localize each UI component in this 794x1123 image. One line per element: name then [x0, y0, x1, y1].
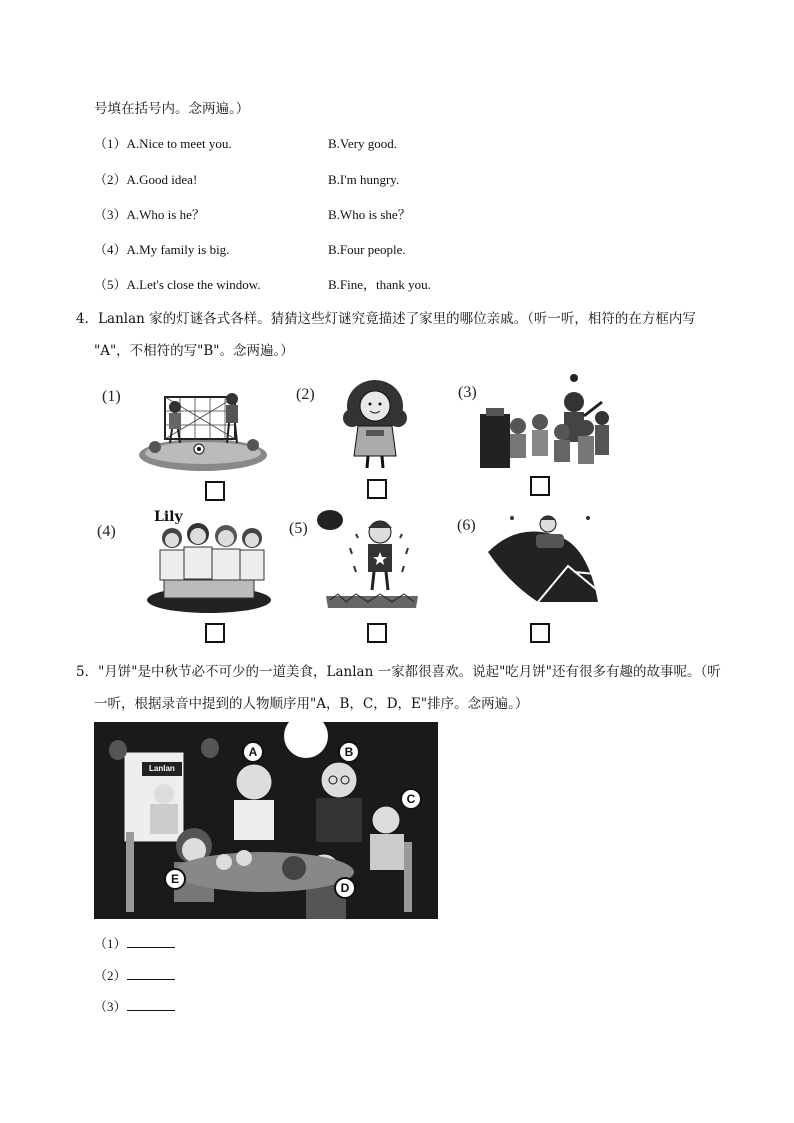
- kids-soccer-goal-icon: [135, 385, 270, 475]
- option-b: B.Very good.: [328, 136, 397, 151]
- section5-question: 5．"月饼"是中秋节必不可少的一道美食，Lanlan 一家都很喜欢。说起"吃月饼"还有很多有趣的故事呢。（听: [76, 664, 721, 680]
- picture-label-4: (4): [97, 523, 116, 540]
- option-number: （3）: [94, 207, 127, 222]
- answer-box-5[interactable]: [367, 623, 387, 643]
- section4-question-cont: "A"，不相符的写"B"。念两遍。）: [94, 343, 294, 359]
- option-b: B.Fine，thank you.: [328, 277, 431, 292]
- answer-line-3: [94, 996, 175, 1016]
- answer-box-4[interactable]: [205, 623, 225, 643]
- picture-label-3: (3): [458, 384, 477, 401]
- lanlan-sign: Lanlan: [149, 764, 175, 773]
- boy-hot-weather-icon: [316, 508, 428, 612]
- option-a: A.Let's close the window.: [126, 277, 261, 292]
- option-a: A.My family is big.: [126, 242, 230, 257]
- section5-question-cont: 一听，根据录音中提到的人物顺序用"A，B，C，D，E"排序。念两遍。）: [94, 696, 529, 712]
- option-a: A.Who is he？: [126, 207, 205, 222]
- answer-number: （2）: [94, 968, 127, 983]
- option-b: B.I'm hungry.: [328, 172, 400, 187]
- option-number: （4）: [94, 242, 127, 257]
- option-b: B.Who is she？: [328, 207, 411, 222]
- option-number: （1）: [94, 136, 127, 151]
- option-row-3: [94, 206, 205, 224]
- option-row-1: [94, 135, 232, 153]
- section4-question: 4．Lanlan 家的灯谜各式各样。猜猜这些灯谜究竟描述了家里的哪位亲戚。（听一听，相符的在方框内写: [76, 311, 696, 327]
- answer-blank-1[interactable]: [127, 933, 175, 948]
- option-a: A.Good idea!: [126, 172, 198, 187]
- swimmer-wave-icon: [478, 512, 604, 612]
- teacher-classroom-icon: [478, 372, 614, 472]
- curly-hair-woman-icon: [340, 378, 410, 472]
- label-c: C: [400, 788, 422, 810]
- answer-box-6[interactable]: [530, 623, 550, 643]
- picture-label-5: (5): [289, 520, 308, 537]
- lily-family-icon: [146, 522, 272, 614]
- option-a: A.Nice to meet you.: [126, 136, 232, 151]
- picture-label-6: (6): [457, 517, 476, 534]
- option-b: B.Four people.: [328, 242, 406, 257]
- picture-label-1: (1): [102, 388, 121, 405]
- answer-line-1: [94, 933, 175, 953]
- label-b: B: [338, 741, 360, 763]
- mid-autumn-family-dinner-picture: [94, 722, 438, 919]
- answer-box-1[interactable]: [205, 481, 225, 501]
- answer-number: （1）: [94, 936, 127, 951]
- option-number: （2）: [94, 172, 127, 187]
- label-d: D: [334, 877, 356, 899]
- mid-autumn-family-dinner-icon: [94, 722, 438, 919]
- option-number: （5）: [94, 277, 127, 292]
- answer-blank-2[interactable]: [127, 965, 175, 980]
- section3-instruction: 号填在括号内。念两遍。）: [94, 101, 250, 117]
- label-e: E: [164, 868, 186, 890]
- option-row-4: [94, 241, 229, 259]
- picture-label-2: (2): [296, 386, 315, 403]
- option-row-5: [94, 276, 261, 294]
- answer-number: （3）: [94, 999, 127, 1014]
- option-row-2: [94, 171, 197, 189]
- answer-blank-3[interactable]: [127, 996, 175, 1011]
- answer-box-2[interactable]: [367, 479, 387, 499]
- answer-line-2: [94, 965, 175, 985]
- label-a: A: [242, 741, 264, 763]
- answer-box-3[interactable]: [530, 476, 550, 496]
- lily-caption: Lily: [154, 509, 183, 525]
